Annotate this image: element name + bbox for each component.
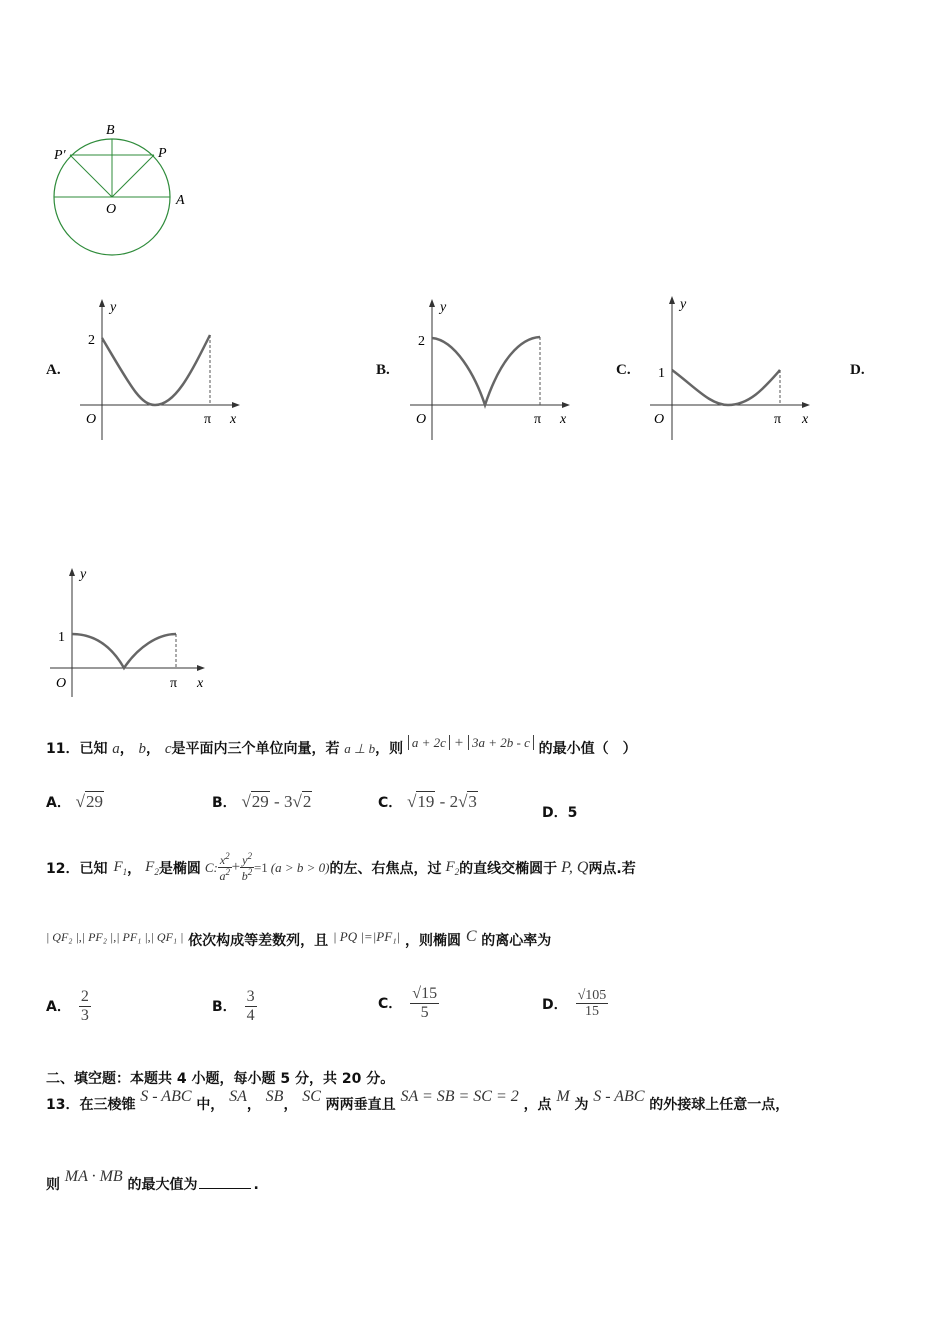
label-P-prime: P′ xyxy=(54,148,66,163)
svg-text:2: 2 xyxy=(418,334,425,349)
svg-text:y: y xyxy=(680,297,687,312)
q11-option-b[interactable]: B． √29 - 3√2 xyxy=(212,792,312,811)
question-13-line2: 则 MA · MB 的最大值为 . xyxy=(46,1168,259,1193)
svg-text:O: O xyxy=(56,676,67,691)
graph-option-a xyxy=(80,295,250,445)
option-b-letter: B. xyxy=(376,362,390,378)
question-12-line2: $^{| QF_2 |,| PF_2 |,| PF_1 |,| QF_1 |}$ 依次构成等差数列，且 | PQ |=|PF₁| ，则椭圆 C 的离心率为 xyxy=(46,928,552,949)
label-B: B xyxy=(106,123,115,138)
graph-option-d xyxy=(50,562,220,697)
q11-option-d[interactable]: D．5 xyxy=(542,805,578,821)
svg-text:x: x xyxy=(560,412,567,427)
option-a-letter: A. xyxy=(46,362,61,378)
question-11: 11．已知 a， b， c是平面内三个单位向量，若 a ⊥ b，则 a + 2c + 3a + 2b - c 的最小值（ ） xyxy=(46,735,637,757)
svg-text:π: π xyxy=(204,412,212,427)
svg-text:1: 1 xyxy=(58,630,65,645)
svg-text:y: y xyxy=(110,300,117,315)
option-c-letter: C. xyxy=(616,362,631,378)
label-P: P xyxy=(158,146,167,161)
svg-text:O: O xyxy=(86,412,97,427)
svg-text:y: y xyxy=(440,300,447,315)
q11-option-a[interactable]: A． √29 xyxy=(46,792,103,811)
question-12: 12． 已知 $F_1$ ， $F_2$ 是椭圆 C: $\frac{x^2}{a^2}$ + $\frac{y^2}{b^2}$ =1 (a > b > 0) 的左、右焦点，过 $F_2$ 的直线交椭圆于 P, Q 两点.若 xyxy=(46,851,636,884)
svg-text:x: x xyxy=(197,676,204,691)
q12-option-c[interactable]: C． $\frac{√15}{5}$ xyxy=(378,985,438,1021)
svg-text:1: 1 xyxy=(658,366,665,381)
q11-option-c[interactable]: C． √19 - 2√3 xyxy=(378,792,477,811)
option-d-letter: D. xyxy=(850,362,865,378)
label-A: A xyxy=(176,193,185,208)
svg-text:y: y xyxy=(80,567,87,582)
question-13: 13．在三棱锥 S - ABC 中， SA， SB， SC 两两垂直且 SA = SB = SC = 2 ，点 M 为 S - ABC 的外接球上任意一点， xyxy=(46,1088,790,1113)
svg-text:O: O xyxy=(654,412,665,427)
q12-option-b[interactable]: B． $\frac{3}{4}$ xyxy=(212,988,255,1024)
q12-option-d[interactable]: D． $\frac{√105}{15}$ xyxy=(542,988,607,1020)
svg-text:2: 2 xyxy=(88,333,95,348)
label-O: O xyxy=(106,202,117,217)
svg-text:x: x xyxy=(802,412,809,427)
svg-text:x: x xyxy=(230,412,237,427)
graph-option-b xyxy=(410,295,580,445)
graph-option-c xyxy=(650,292,820,442)
svg-text:π: π xyxy=(534,412,542,427)
section-2-heading: 二、填空题：本题共 4 小题，每小题 5 分，共 20 分。 xyxy=(46,1071,395,1087)
svg-text:π: π xyxy=(774,412,782,427)
circle-figure xyxy=(40,115,210,260)
answer-blank[interactable] xyxy=(199,1188,251,1189)
svg-text:O: O xyxy=(416,412,427,427)
svg-text:π: π xyxy=(170,676,178,691)
q12-option-a[interactable]: A． $\frac{2}{3}$ xyxy=(46,988,89,1024)
